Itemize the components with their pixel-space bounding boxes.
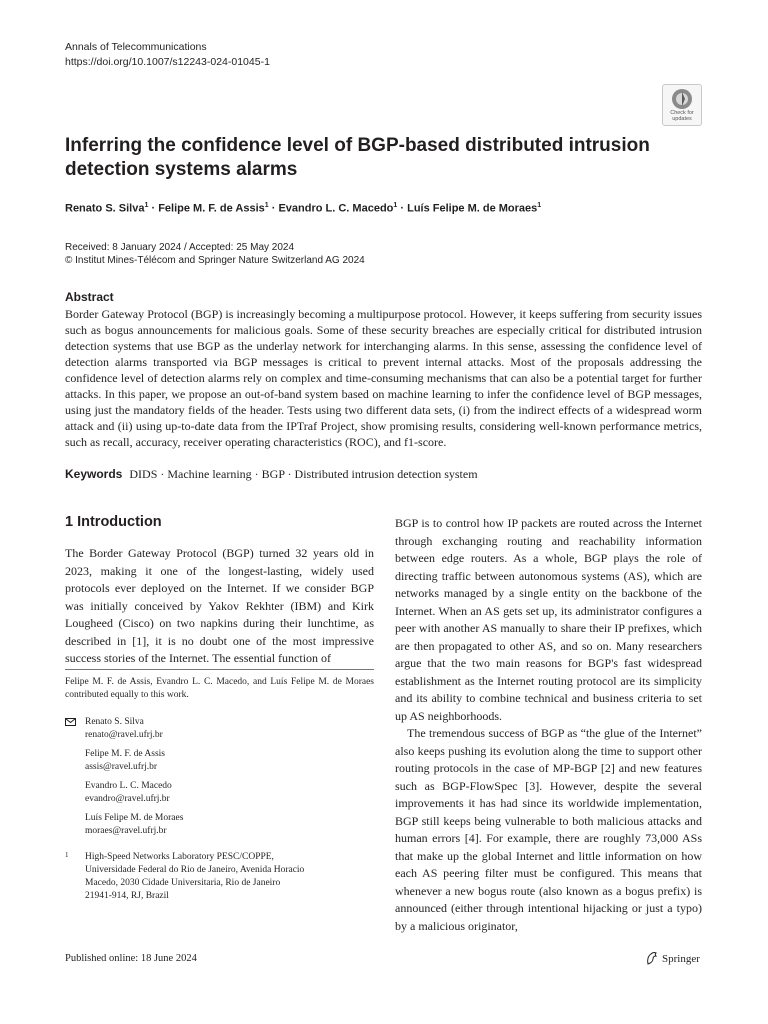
affiliation-line: Universidade Federal do Rio de Janeiro, Avenida Horacio xyxy=(85,865,305,875)
author-name[interactable]: Evandro L. C. Macedo xyxy=(278,202,394,215)
intro-paragraph: The tremendous success of BGP as “the glue of the Internet” also keeps pushing its evolution along the time to support other routing protocols in the case of MP-BGP [2] and new features such as BGP-FlowSpec [3]. However, despite the several improvements it has had since its worldwide implementation, BGP still keeps being vulnerable to both malicious attacks and human errors [4]. For example, there are roughly 73,000 ASs that make up the global Internet and little information on how each AS peering filter must be configured. This means that whenever a new bogus route (also known as a bogus prefix) is announced (either through intentional hijacking or just a typo) by a malicious originator, xyxy=(395,726,702,933)
keywords-line xyxy=(65,467,705,482)
equal-contribution-footnote: Felipe M. F. de Assis, Evandro L. C. Macedo, and Luís Felipe M. de Moraes contributed equally to this work. xyxy=(65,677,374,700)
publisher-name: Springer xyxy=(662,953,700,965)
contact-name: Evandro L. C. Macedo xyxy=(85,781,172,791)
author-contacts xyxy=(65,716,374,844)
intro-right-column xyxy=(395,515,702,935)
intro-paragraph-left: The Border Gateway Protocol (BGP) turned 32 years old in 2023, making it one of the longest-lasting, widely used protocols ever deployed on the Internet. If we consider BGP was initially conceived by Yakov Rekhter (IBM) and Kirk Lougheed (Cisco) on two napkins during their lunchtime, as described in [1], it is no doubt one of the most impressive success stories of the Internet. The essential function of xyxy=(65,546,374,665)
author-affiliation-mark: 1 xyxy=(393,202,398,209)
author-separator: · xyxy=(271,202,276,215)
received-accepted: Received: 8 January 2024 / Accepted: 25 May 2024 xyxy=(65,242,295,253)
keywords-list: DIDS · Machine learning · BGP · Distributed intrusion detection system xyxy=(129,467,478,481)
springer-logo xyxy=(645,951,700,965)
paper-title: Inferring the confidence level of BGP-based distributed intrusion detection systems alarms xyxy=(65,135,650,180)
contact-entry xyxy=(65,716,374,742)
author-list xyxy=(65,202,705,215)
contact-email[interactable]: renato@ravel.ufrj.br xyxy=(85,730,163,740)
envelope-icon xyxy=(65,718,76,726)
journal-name: Annals of Telecommunications xyxy=(65,41,207,53)
check-for-updates-badge[interactable] xyxy=(662,84,702,126)
keywords-heading: Keywords xyxy=(65,467,123,481)
contact-email[interactable]: moraes@ravel.ufrj.br xyxy=(85,826,167,836)
contact-entry xyxy=(65,748,374,774)
affiliation-text xyxy=(65,851,374,903)
doi-link[interactable]: https://doi.org/10.1007/s12243-024-01045-1 xyxy=(65,56,270,68)
contact-email[interactable]: assis@ravel.ufrj.br xyxy=(85,762,158,772)
author-affiliation-mark: 1 xyxy=(537,202,542,209)
author-separator: · xyxy=(151,202,156,215)
author-affiliation-mark: 1 xyxy=(144,202,149,209)
check-badge-line2: updates xyxy=(672,116,692,122)
contact-email[interactable]: evandro@ravel.ufrj.br xyxy=(85,794,170,804)
abstract-heading: Abstract xyxy=(65,290,114,304)
abstract-text: Border Gateway Protocol (BGP) is increasingly becoming a multipurpose protocol. However, it keeps suffering from security issues such as bogus announcements for malicious goals. Some of these security breaches are especially critical for distributed intrusion detection systems that use BGP as the underlay network for interchanging alarms. In this sense, assessing the confidence level of detection alarms transported via BGP messages is critical to prevent internal attacks. Most of the proposals addressing the confidence level of detection alarms rely on complex and time-consuming mechanisms that can also be a potential target for further attacks. In this paper, we propose an out-of-band system based on machine learning to infer the confidence level of BGP messages, using just the mandatory fields of the header. Tests using two different data sets, (i) from the indirect effects of a widespread worm attack and (ii) using up-to-date data from the IPTraf Project, show promising results, considering well-known performance metrics, such as recall, accuracy, receiver operating characteristics (ROC), and f1-score. xyxy=(65,307,702,449)
affiliation-line: Macedo, 2030 Cidade Universitaria, Rio de Janeiro xyxy=(85,878,281,888)
contact-entry xyxy=(65,812,374,838)
contact-name: Felipe M. F. de Assis xyxy=(85,749,165,759)
affiliation-line: 21941-914, RJ, Brazil xyxy=(85,891,169,901)
intro-paragraph: BGP is to control how IP packets are routed across the Internet through exchanging routing and reachability information between edge routers. As a whole, BGP plays the role of directing traffic between autonomous systems (AS), which are networks managed by a single entity on the backbone of the Internet. When an AS gets set up, its administrator configures a peer with another AS manually to share their IP prefixes, which are then propagated to other AS, and so on. Many researchers argue that the two main reasons for BGP's fast widespread establishment as the Internet routing protocol are its simplicity and its ability to combine technical and business criteria to set up AS neighborhoods. xyxy=(395,516,702,723)
copyright-line: © Institut Mines-Télécom and Springer Nature Switzerland AG 2024 xyxy=(65,255,365,266)
author-name[interactable]: Renato S. Silva xyxy=(65,202,145,215)
affiliation-block xyxy=(65,851,374,903)
journal-header xyxy=(65,40,270,70)
author-separator: · xyxy=(400,202,405,215)
contact-name: Renato S. Silva xyxy=(85,717,144,727)
affiliation-line: High-Speed Networks Laboratory PESC/COPPE, xyxy=(85,852,274,862)
publication-dates xyxy=(65,241,365,267)
contact-entry xyxy=(65,780,374,806)
author-name[interactable]: Luís Felipe M. de Moraes xyxy=(407,202,538,215)
contact-name: Luís Felipe M. de Moraes xyxy=(85,813,184,823)
author-name[interactable]: Felipe M. F. de Assis xyxy=(158,202,265,215)
check-badge-line1: Check for xyxy=(670,110,694,116)
check-updates-icon xyxy=(671,88,693,110)
section-heading-introduction: 1 Introduction xyxy=(65,514,162,530)
springer-horse-icon xyxy=(645,951,659,965)
published-online: Published online: 18 June 2024 xyxy=(65,953,197,964)
footnote-divider xyxy=(65,669,374,670)
author-affiliation-mark: 1 xyxy=(264,202,269,209)
affiliation-number: 1 xyxy=(65,851,69,859)
